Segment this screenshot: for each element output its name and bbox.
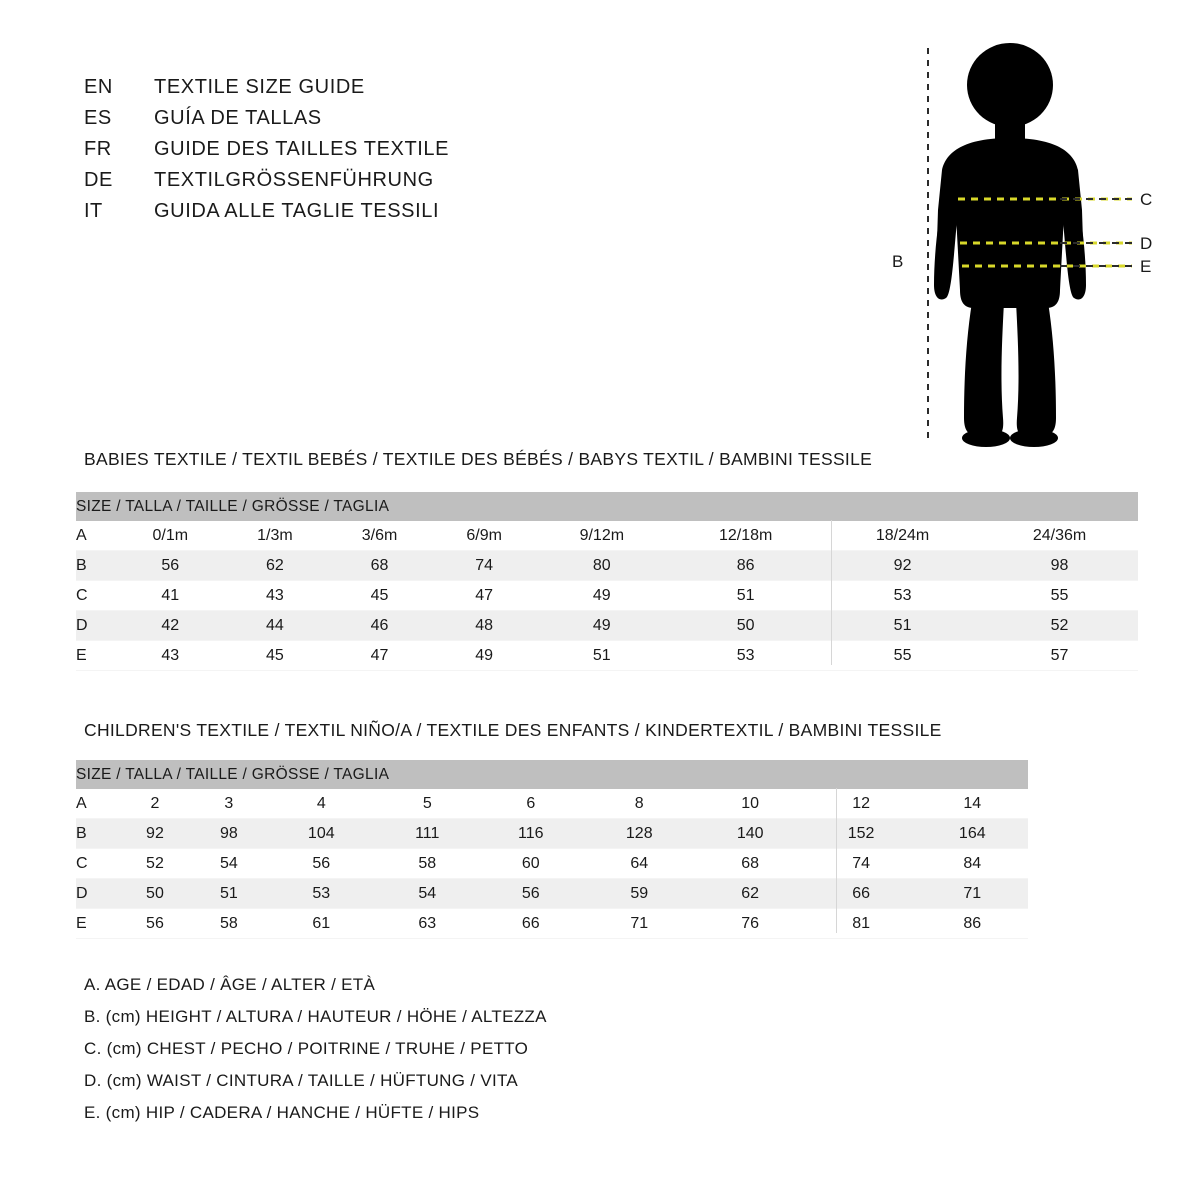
language-code-fr: FR [84,138,112,160]
cell: 49 [536,611,667,641]
cell: 52 [981,611,1138,641]
cell: 64 [584,849,695,879]
cell: 98 [192,819,266,849]
cell: 6 [478,789,584,819]
cell: 44 [223,611,328,641]
row-label-b: B [76,551,118,581]
title-de: TEXTILGRÖSSENFÜHRUNG [154,169,434,191]
table-row [76,611,1138,641]
cell: 1/3m [223,521,328,551]
babies-table-caption: SIZE / TALLA / TAILLE / GRÖSSE / TAGLIA [76,492,1138,521]
cell: 86 [917,909,1028,939]
cell: 62 [223,551,328,581]
cell: 62 [695,879,806,909]
legend-item-a: A. AGE / EDAD / ÂGE / ALTER / ETÀ [84,975,376,994]
cell: 56 [118,909,192,939]
cell: 51 [824,611,981,641]
header-row [84,169,604,192]
table-caption-row [76,492,1138,521]
header-row [84,107,604,130]
cell: 71 [917,879,1028,909]
row-label-a: A [76,521,118,551]
cell: 41 [118,581,223,611]
cell: 49 [432,641,537,671]
cell: 0/1m [118,521,223,551]
cell: 57 [981,641,1138,671]
table-row [76,879,1028,909]
marker-label-c: C [1140,190,1153,209]
cell: 92 [118,819,192,849]
marker-label-e: E [1140,257,1152,276]
row-label-d: D [76,879,118,909]
table-row [76,641,1138,671]
cell: 76 [695,909,806,939]
cell: 92 [824,551,981,581]
row-label-d: D [76,611,118,641]
cell: 51 [667,581,824,611]
cell: 51 [536,641,667,671]
cell: 56 [478,879,584,909]
cell: 43 [223,581,328,611]
table-row [76,789,1028,819]
cell: 58 [192,909,266,939]
cell: 46 [327,611,432,641]
cell: 140 [695,819,806,849]
table-row [76,521,1138,551]
table-caption-row [76,760,1028,789]
cell: 50 [667,611,824,641]
cell: 58 [377,849,478,879]
table-row [76,551,1138,581]
table-row [76,909,1028,939]
cell: 53 [824,581,981,611]
cell: 14 [917,789,1028,819]
cell: 53 [667,641,824,671]
babies-section-title: BABIES TEXTILE / TEXTIL BEBÉS / TEXTILE DES BÉBÉS / BABYS TEXTIL / BAMBINI TESSILE [84,449,873,469]
cell: 71 [584,909,695,939]
title-es: GUÍA DE TALLAS [154,107,322,129]
children-size-table [76,760,1028,939]
children-table-caption: SIZE / TALLA / TAILLE / GRÖSSE / TAGLIA [76,760,1028,789]
legend-item-e: E. (cm) HIP / CADERA / HANCHE / HÜFTE / HIPS [84,1103,480,1122]
table-row [76,849,1028,879]
row-label-c: C [76,581,118,611]
cell: 111 [377,819,478,849]
cell: 8 [584,789,695,819]
row-label-b: B [76,819,118,849]
cell: 56 [266,849,377,879]
legend-item-d: D. (cm) WAIST / CINTURA / TAILLE / HÜFTUNG / VITA [84,1071,519,1090]
row-label-c: C [76,849,118,879]
cell: 42 [118,611,223,641]
cell: 98 [981,551,1138,581]
cell: 49 [536,581,667,611]
cell: 45 [223,641,328,671]
cell: 43 [118,641,223,671]
cell: 61 [266,909,377,939]
language-code-es: ES [84,107,112,129]
cell: 2 [118,789,192,819]
cell: 66 [478,909,584,939]
body-measurement-figure [860,40,1160,450]
legend-item-b: B. (cm) HEIGHT / ALTURA / HAUTEUR / HÖHE / ALTEZZA [84,1007,547,1026]
cell: 63 [377,909,478,939]
cell: 68 [327,551,432,581]
children-column-divider [836,788,837,933]
cell: 59 [584,879,695,909]
cell: 10 [695,789,806,819]
cell: 54 [192,849,266,879]
cell: 45 [327,581,432,611]
cell: 6/9m [432,521,537,551]
measurement-legend [84,975,547,1135]
legend-item-c: C. (cm) CHEST / PECHO / POITRINE / TRUHE / PETTO [84,1039,529,1058]
cell: 48 [432,611,537,641]
cell: 104 [266,819,377,849]
marker-label-d: D [1140,234,1153,253]
row-label-e: E [76,641,118,671]
language-code-en: EN [84,76,113,98]
cell: 3/6m [327,521,432,551]
cell: 12 [806,789,917,819]
babies-column-divider [831,520,832,665]
cell: 24/36m [981,521,1138,551]
language-title-block [84,76,604,231]
cell: 152 [806,819,917,849]
title-it: GUIDA ALLE TAGLIE TESSILI [154,200,440,222]
cell: 164 [917,819,1028,849]
language-code-it: IT [84,200,103,222]
cell: 5 [377,789,478,819]
cell: 74 [432,551,537,581]
cell: 56 [118,551,223,581]
cell: 3 [192,789,266,819]
child-silhouette [934,43,1086,447]
table-row [76,819,1028,849]
cell: 55 [824,641,981,671]
table-row [76,581,1138,611]
cell: 84 [917,849,1028,879]
row-label-e: E [76,909,118,939]
cell: 60 [478,849,584,879]
cell: 53 [266,879,377,909]
marker-label-b: B [892,252,904,271]
children-section-title: CHILDREN'S TEXTILE / TEXTIL NIÑO/A / TEXTILE DES ENFANTS / KINDERTEXTIL / BAMBINI TESSILE [84,720,942,740]
cell: 51 [192,879,266,909]
title-en: TEXTILE SIZE GUIDE [154,76,365,98]
row-label-a: A [76,789,118,819]
cell: 66 [806,879,917,909]
cell: 52 [118,849,192,879]
cell: 80 [536,551,667,581]
cell: 47 [327,641,432,671]
cell: 4 [266,789,377,819]
cell: 74 [806,849,917,879]
cell: 86 [667,551,824,581]
title-fr: GUIDE DES TAILLES TEXTILE [154,138,450,160]
header-row [84,76,604,99]
header-row [84,138,604,161]
cell: 55 [981,581,1138,611]
header-row [84,200,604,223]
cell: 116 [478,819,584,849]
cell: 47 [432,581,537,611]
cell: 50 [118,879,192,909]
cell: 68 [695,849,806,879]
cell: 12/18m [667,521,824,551]
cell: 81 [806,909,917,939]
cell: 9/12m [536,521,667,551]
cell: 18/24m [824,521,981,551]
cell: 54 [377,879,478,909]
language-code-de: DE [84,169,113,191]
cell: 128 [584,819,695,849]
babies-size-table [76,492,1138,671]
